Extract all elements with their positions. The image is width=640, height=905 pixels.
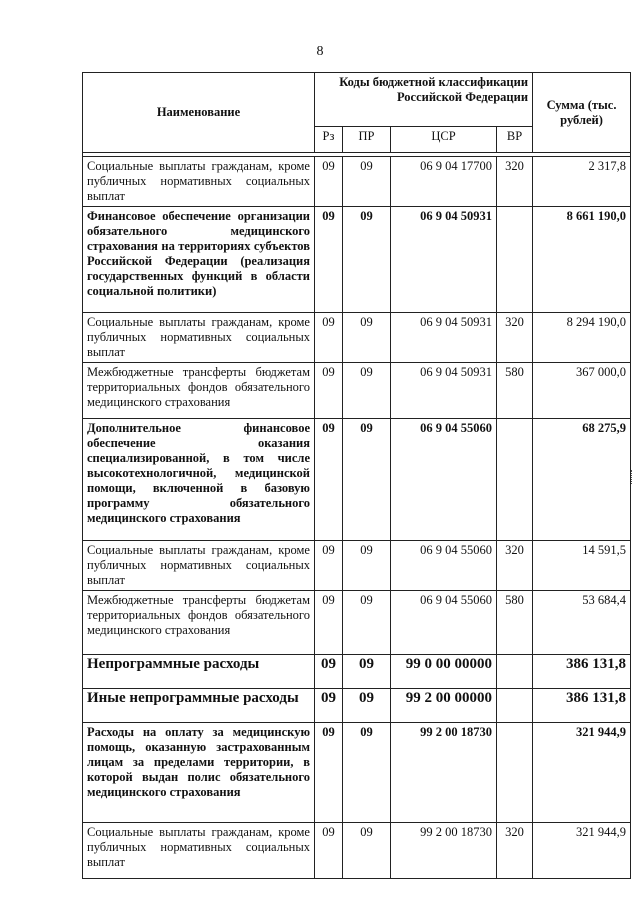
cell-name: Финансовое обеспечение организации обязательного медицинского страхования на территориях субъектов Российской Федерации (реализация государственных функций в области социальной политики) — [83, 207, 315, 313]
cell-rz: 09 — [315, 419, 343, 541]
cell-rz: 09 — [315, 723, 343, 823]
table-header — [83, 73, 631, 157]
cell-rz: 09 — [315, 591, 343, 655]
cell-name: Дополнительное финансовое обеспечение оказания специализированной, в том числе высокотехнологичной, медицинской помощи, включенной в базовую программу обязательного медицинского страхования — [83, 419, 315, 541]
cell-name: Социальные выплаты гражданам, кроме публичных нормативных социальных выплат — [83, 313, 315, 363]
cell-vr: 580 — [497, 591, 533, 655]
cell-sum: 367 000,0 — [533, 363, 631, 419]
cell-rz: 09 — [315, 541, 343, 591]
cell-vr — [497, 689, 533, 723]
cell-csr: 99 2 00 00000 — [391, 689, 497, 723]
header-name: Наименование — [83, 73, 315, 153]
cell-pr: 09 — [343, 419, 391, 541]
cell-pr: 09 — [343, 363, 391, 419]
cell-name: Межбюджетные трансферты бюджетам территориальных фондов обязательного медицинского страхования — [83, 591, 315, 655]
cell-sum: 2 317,8 — [533, 157, 631, 207]
table-row — [83, 591, 631, 655]
margin-mark — [631, 470, 637, 484]
cell-vr — [497, 655, 533, 689]
cell-name: Социальные выплаты гражданам, кроме публичных нормативных социальных выплат — [83, 823, 315, 879]
cell-pr: 09 — [343, 207, 391, 313]
table-row — [83, 823, 631, 879]
cell-vr: 580 — [497, 363, 533, 419]
cell-sum: 8 294 190,0 — [533, 313, 631, 363]
cell-csr: 06 9 04 55060 — [391, 419, 497, 541]
cell-csr: 99 2 00 18730 — [391, 723, 497, 823]
cell-sum: 386 131,8 — [533, 655, 631, 689]
cell-sum: 68 275,9 — [533, 419, 631, 541]
table-row — [83, 313, 631, 363]
cell-sum: 321 944,9 — [533, 823, 631, 879]
cell-sum: 8 661 190,0 — [533, 207, 631, 313]
cell-pr: 09 — [343, 313, 391, 363]
cell-name: Непрограммные расходы — [83, 655, 315, 689]
cell-sum: 14 591,5 — [533, 541, 631, 591]
cell-vr — [497, 207, 533, 313]
cell-rz: 09 — [315, 655, 343, 689]
cell-csr: 06 9 04 55060 — [391, 591, 497, 655]
cell-name: Социальные выплаты гражданам, кроме публичных нормативных социальных выплат — [83, 541, 315, 591]
cell-sum: 321 944,9 — [533, 723, 631, 823]
cell-pr: 09 — [343, 689, 391, 723]
cell-csr: 06 9 04 17700 — [391, 157, 497, 207]
table-row — [83, 689, 631, 723]
page-number: 8 — [316, 44, 324, 59]
table-row — [83, 207, 631, 313]
cell-csr: 99 0 00 00000 — [391, 655, 497, 689]
table-row — [83, 363, 631, 419]
cell-vr: 320 — [497, 541, 533, 591]
table-body — [83, 157, 631, 879]
cell-pr: 09 — [343, 655, 391, 689]
cell-rz: 09 — [315, 689, 343, 723]
cell-vr: 320 — [497, 313, 533, 363]
header-codes: Коды бюджетной классификации Российской Федерации — [315, 73, 533, 127]
cell-rz: 09 — [315, 823, 343, 879]
table-row — [83, 655, 631, 689]
cell-vr — [497, 419, 533, 541]
cell-csr: 06 9 04 50931 — [391, 363, 497, 419]
cell-rz: 09 — [315, 207, 343, 313]
cell-vr: 320 — [497, 157, 533, 207]
cell-csr: 06 9 04 50931 — [391, 207, 497, 313]
budget-table — [82, 72, 631, 879]
header-vr: ВР — [497, 127, 533, 153]
cell-pr: 09 — [343, 723, 391, 823]
cell-pr: 09 — [343, 823, 391, 879]
cell-csr: 99 2 00 18730 — [391, 823, 497, 879]
cell-pr: 09 — [343, 541, 391, 591]
header-pr: ПР — [343, 127, 391, 153]
cell-sum: 53 684,4 — [533, 591, 631, 655]
cell-csr: 06 9 04 50931 — [391, 313, 497, 363]
cell-name: Иные непрограммные расходы — [83, 689, 315, 723]
cell-csr: 06 9 04 55060 — [391, 541, 497, 591]
header-rz: Рз — [315, 127, 343, 153]
header-sum: Сумма (тыс. рублей) — [533, 73, 631, 153]
table-row — [83, 541, 631, 591]
cell-vr — [497, 723, 533, 823]
cell-pr: 09 — [343, 157, 391, 207]
cell-sum: 386 131,8 — [533, 689, 631, 723]
cell-vr: 320 — [497, 823, 533, 879]
cell-name: Расходы на оплату за медицинскую помощь, оказанную застрахованным лицам за пределами территории, в которой выдан полис обязательного медицинского страхования — [83, 723, 315, 823]
table-row — [83, 419, 631, 541]
cell-rz: 09 — [315, 313, 343, 363]
cell-name: Межбюджетные трансферты бюджетам территориальных фондов обязательного медицинского страхования — [83, 363, 315, 419]
cell-name: Социальные выплаты гражданам, кроме публичных нормативных социальных выплат — [83, 157, 315, 207]
table-row — [83, 723, 631, 823]
cell-rz: 09 — [315, 157, 343, 207]
table-row — [83, 157, 631, 207]
cell-rz: 09 — [315, 363, 343, 419]
cell-pr: 09 — [343, 591, 391, 655]
header-csr: ЦСР — [391, 127, 497, 153]
